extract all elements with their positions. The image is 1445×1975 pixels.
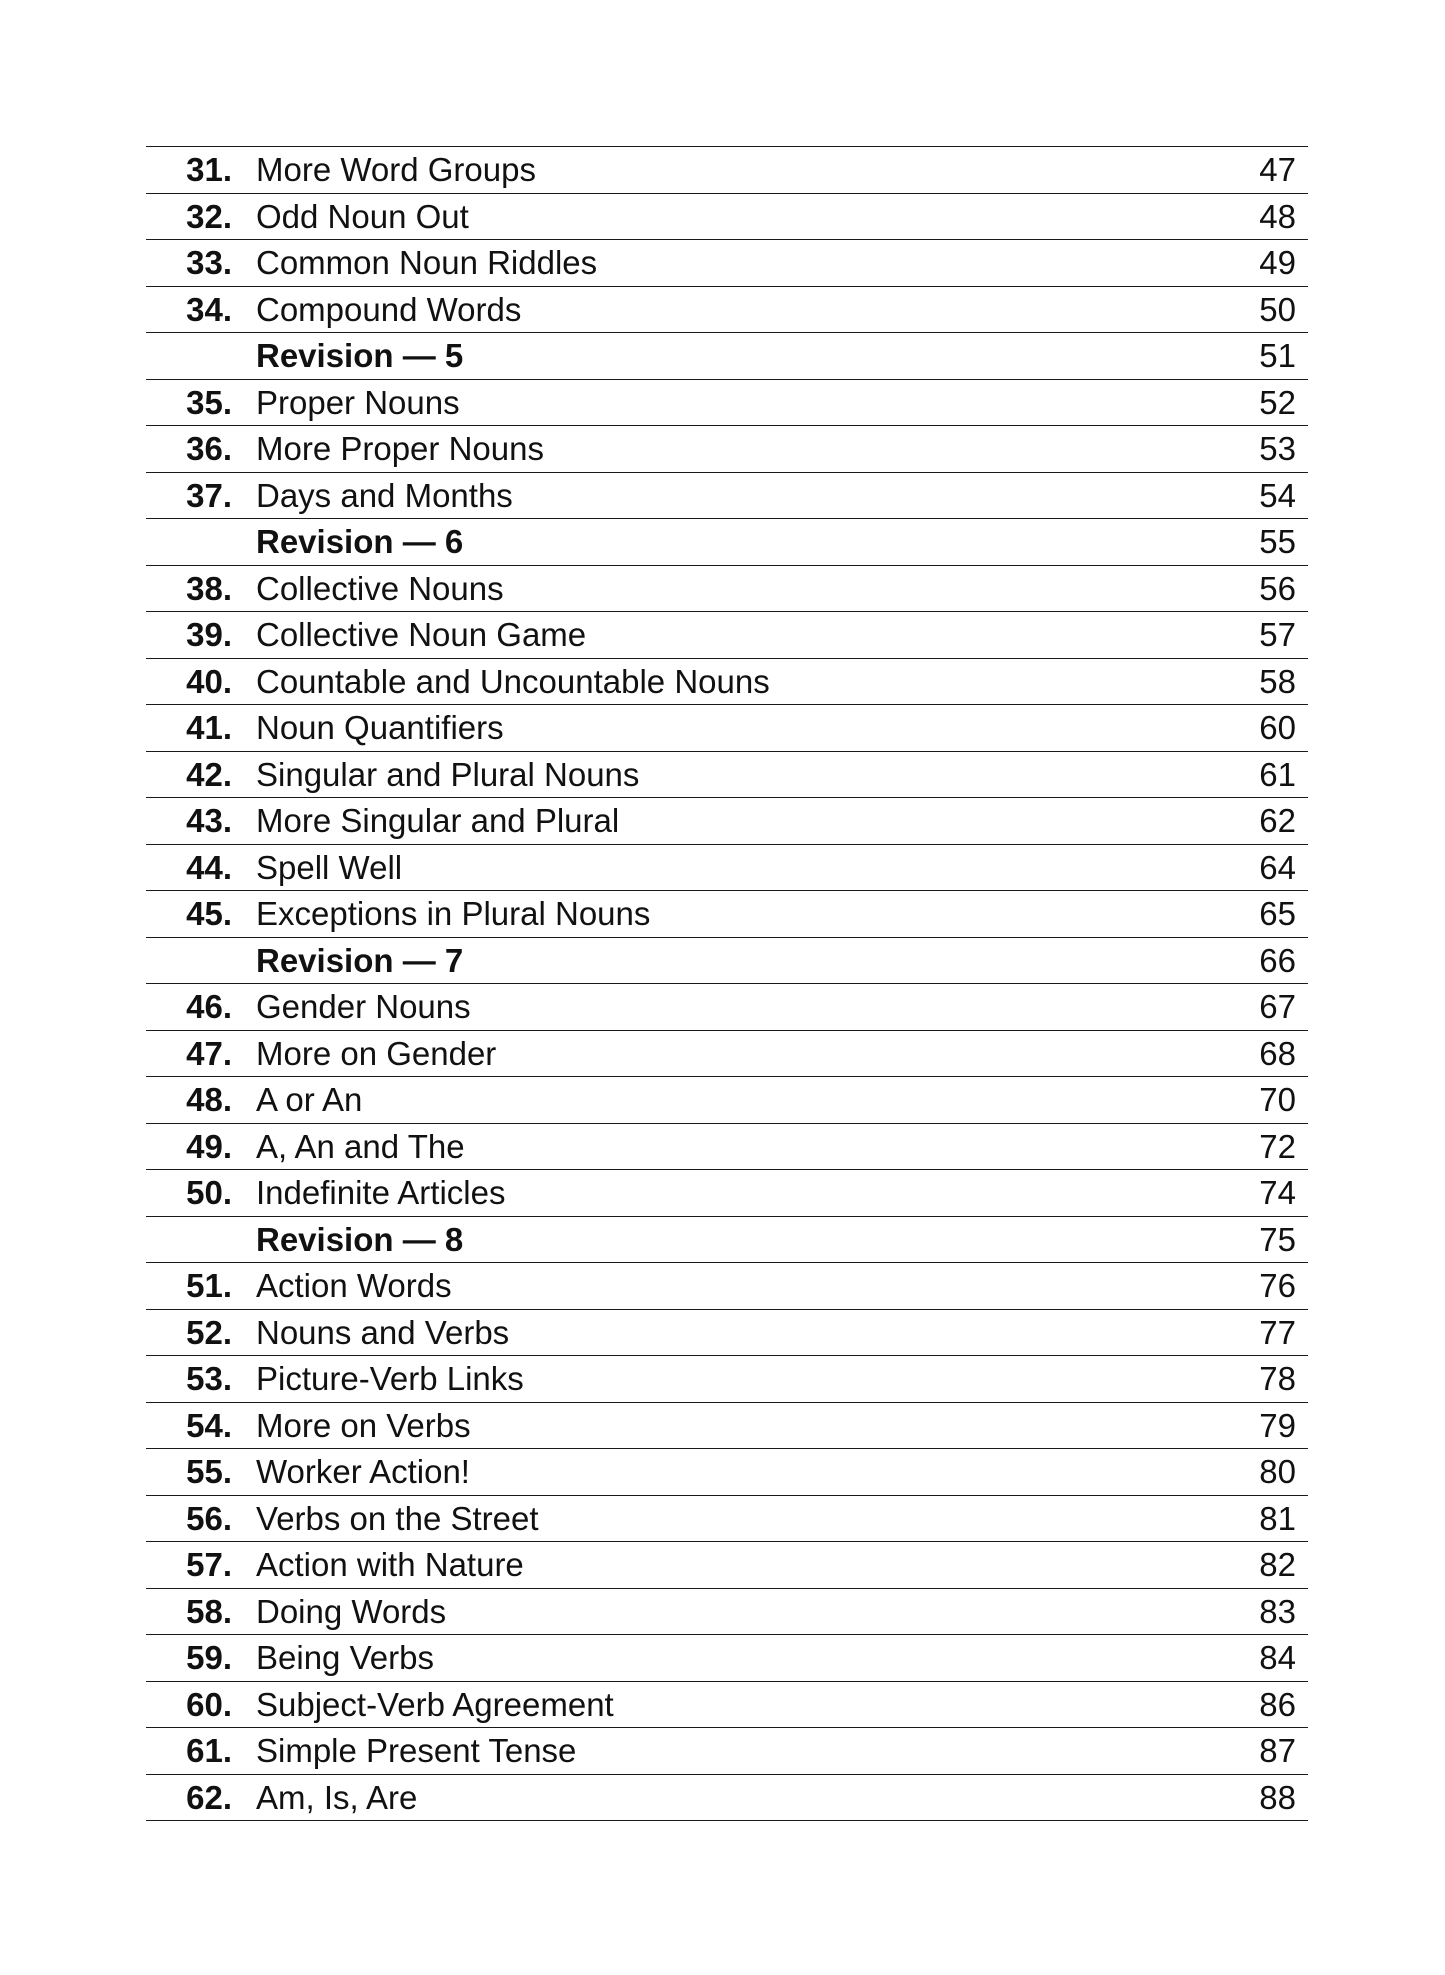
toc-page-number: 58 [1259,662,1296,700]
toc-entry-title: Compound Words [256,290,522,328]
toc-entry-number: 56. [186,1499,232,1537]
toc-row [146,1356,1308,1403]
toc-entry-title: Days and Months [256,476,513,514]
toc-row [146,1077,1308,1124]
toc-row [146,984,1308,1031]
toc-entry-title: Picture-Verb Links [256,1360,524,1398]
toc-row [146,1403,1308,1450]
toc-page-number: 60 [1259,709,1296,747]
toc-page-number: 50 [1259,290,1296,328]
toc-row [146,1635,1308,1682]
toc-page-number: 55 [1259,523,1296,561]
toc-page-number: 76 [1259,1267,1296,1305]
toc-page-number: 65 [1259,895,1296,933]
toc-revision-row [146,1217,1308,1264]
toc-entry-title: Doing Words [256,1592,447,1630]
toc-page-number: 82 [1259,1546,1296,1584]
toc-revision-row [146,333,1308,380]
toc-page-number: 88 [1259,1778,1296,1816]
toc-entry-number: 61. [186,1732,232,1770]
toc-entry-number: 36. [186,430,232,468]
toc-page-number: 61 [1259,755,1296,793]
toc-row [146,287,1308,334]
toc-page-number: 54 [1259,476,1296,514]
toc-entry-number: 37. [186,476,232,514]
toc-entry-title: Action Words [256,1267,452,1305]
toc-row [146,1589,1308,1636]
toc-entry-title: Noun Quantifiers [256,709,504,747]
toc-entry-title: Spell Well [256,848,403,886]
toc-row [146,659,1308,706]
toc-page-number: 66 [1259,941,1296,979]
toc-row [146,426,1308,473]
toc-entry-title: More on Verbs [256,1406,471,1444]
toc-row [146,798,1308,845]
toc-entry-number: 62. [186,1778,232,1816]
toc-page-number: 62 [1259,802,1296,840]
toc-row [146,1542,1308,1589]
toc-row [146,1170,1308,1217]
toc-entry-title: Collective Noun Game [256,616,587,654]
toc-page-number: 86 [1259,1685,1296,1723]
toc-row [146,1124,1308,1171]
toc-entry-title: Countable and Uncountable Nouns [256,662,770,700]
toc-entry-number: 40. [186,662,232,700]
toc-entry-title: More on Gender [256,1034,497,1072]
toc-entry-number: 54. [186,1406,232,1444]
toc-entry-title: Collective Nouns [256,569,504,607]
toc-row [146,1496,1308,1543]
toc-entry-number: 44. [186,848,232,886]
toc-row [146,705,1308,752]
toc-entry-number: 35. [186,383,232,421]
toc-entry-number: 50. [186,1174,232,1212]
toc-page-number: 68 [1259,1034,1296,1072]
toc-revision-row [146,519,1308,566]
toc-revision-row [146,938,1308,985]
table-of-contents [146,146,1308,1821]
toc-row [146,240,1308,287]
toc-row [146,1031,1308,1078]
toc-entry-title: A, An and The [256,1127,465,1165]
toc-row [146,473,1308,520]
toc-entry-title: More Singular and Plural [256,802,620,840]
toc-row [146,1682,1308,1729]
toc-row [146,194,1308,241]
toc-entry-title: Simple Present Tense [256,1732,577,1770]
toc-entry-title: Action with Nature [256,1546,524,1584]
toc-page-number: 47 [1259,151,1296,189]
toc-page-number: 84 [1259,1639,1296,1677]
toc-row [146,1728,1308,1775]
toc-entry-title: Verbs on the Street [256,1499,539,1537]
toc-entry-number: 57. [186,1546,232,1584]
toc-entry-title: Nouns and Verbs [256,1313,510,1351]
toc-row [146,845,1308,892]
toc-entry-number: 51. [186,1267,232,1305]
toc-page-number: 79 [1259,1406,1296,1444]
toc-entry-number: 42. [186,755,232,793]
toc-page-number: 83 [1259,1592,1296,1630]
toc-page-number: 80 [1259,1453,1296,1491]
toc-entry-number: 33. [186,244,232,282]
toc-row [146,380,1308,427]
toc-page-number: 77 [1259,1313,1296,1351]
toc-page-number: 72 [1259,1127,1296,1165]
toc-row [146,566,1308,613]
toc-entry-number: 39. [186,616,232,654]
toc-page-number: 57 [1259,616,1296,654]
toc-entry-title: Odd Noun Out [256,197,469,235]
toc-entry-title: Proper Nouns [256,383,460,421]
toc-entry-number: 31. [186,151,232,189]
toc-entry-title: Gender Nouns [256,988,471,1026]
toc-entry-title: More Word Groups [256,151,536,189]
toc-entry-number: 49. [186,1127,232,1165]
toc-entry-number: 48. [186,1081,232,1119]
toc-entry-number: 58. [186,1592,232,1630]
toc-row [146,891,1308,938]
toc-row [146,1263,1308,1310]
toc-page-number: 75 [1259,1220,1296,1258]
toc-page-number: 81 [1259,1499,1296,1537]
toc-page-number: 87 [1259,1732,1296,1770]
toc-entry-number: 41. [186,709,232,747]
toc-page-number: 52 [1259,383,1296,421]
toc-page-number: 51 [1259,337,1296,375]
toc-page-number: 56 [1259,569,1296,607]
toc-page-number: 78 [1259,1360,1296,1398]
toc-row [146,1449,1308,1496]
toc-entry-title: Indefinite Articles [256,1174,506,1212]
toc-revision-title: Revision — 7 [256,941,464,979]
toc-entry-title: Singular and Plural Nouns [256,755,640,793]
toc-entry-number: 52. [186,1313,232,1351]
toc-entry-title: More Proper Nouns [256,430,544,468]
toc-entry-number: 53. [186,1360,232,1398]
toc-page-number: 49 [1259,244,1296,282]
toc-entry-number: 47. [186,1034,232,1072]
toc-entry-number: 34. [186,290,232,328]
toc-row [146,1310,1308,1357]
toc-entry-title: A or An [256,1081,363,1119]
toc-page-number: 70 [1259,1081,1296,1119]
toc-entry-number: 38. [186,569,232,607]
toc-row [146,752,1308,799]
toc-revision-title: Revision — 5 [256,337,464,375]
toc-entry-title: Common Noun Riddles [256,244,598,282]
toc-entry-number: 59. [186,1639,232,1677]
toc-page-number: 53 [1259,430,1296,468]
toc-page-number: 74 [1259,1174,1296,1212]
toc-entry-number: 55. [186,1453,232,1491]
toc-entry-number: 60. [186,1685,232,1723]
toc-page-number: 67 [1259,988,1296,1026]
toc-entry-title: Subject-Verb Agreement [256,1685,614,1723]
toc-entry-number: 45. [186,895,232,933]
toc-revision-title: Revision — 8 [256,1220,464,1258]
toc-entry-title: Exceptions in Plural Nouns [256,895,651,933]
toc-page-number: 48 [1259,197,1296,235]
toc-row [146,147,1308,194]
toc-row [146,1775,1308,1822]
toc-row [146,612,1308,659]
toc-entry-number: 43. [186,802,232,840]
toc-entry-title: Being Verbs [256,1639,434,1677]
toc-entry-title: Worker Action! [256,1453,470,1491]
toc-entry-number: 46. [186,988,232,1026]
toc-revision-title: Revision — 6 [256,523,464,561]
toc-page-number: 64 [1259,848,1296,886]
toc-entry-title: Am, Is, Are [256,1778,418,1816]
toc-entry-number: 32. [186,197,232,235]
